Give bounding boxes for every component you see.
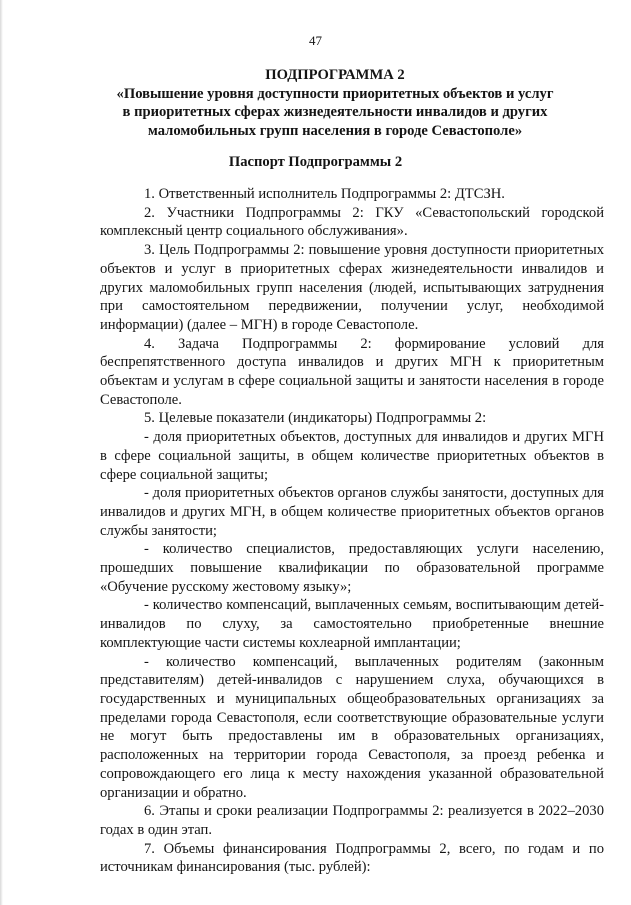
paragraph-participants: 2. Участники Подпрограммы 2: ГКУ «Севастопольский городской комплексный центр социального обслуживания». — [100, 204, 604, 240]
title-line-1: ПОДПРОГРАММА 2 — [265, 67, 405, 83]
list-item-indicator: - доля приоритетных объектов, доступных для инвалидов и других МГН в сфере социальной защиты, в общем количестве приоритетных объектов в сфере социальной защиты; — [100, 429, 604, 483]
title-line-4: маломобильных групп населения в городе Севастополе» — [147, 122, 523, 139]
paragraph-goal: 3. Цель Подпрограммы 2: повышение уровня доступности приоритетных объектов и услуг в приоритетных сферах жизнедеятельности инвалидов и других маломобильных групп населения (людей, испытывающих затруднения при самостоятельном передвижении, получении услуг, необходимой информации) (далее – МГН) в городе Севастополе. — [100, 242, 604, 333]
passport-heading: Паспорт Подпрограммы 2 — [228, 154, 403, 170]
list-item-indicator: - количество компенсаций, выплаченных родителям (законным представителям) детей-инвалидов с нарушением слуха, обучающихся в государственных и муниципальных общеобразовательных организациях за пределами города Севастополя, если соответствующие образовательные услуги не могут быть предоставлены им в образовательных организациях, расположенных на территории города Севастополя, за проезд ребенка и сопровождающего его лица к месту нахождения указанной образовательной организации и обратно. — [100, 653, 604, 801]
title-line-3: в приоритетных сферах жизнедеятельности инвалидов и других — [122, 104, 548, 120]
list-item-indicator: - количество специалистов, предоставляющих услуги населению, прошедших повышение квалификации по образовательной программе «Обучение русскому жестовому языку»; — [100, 541, 604, 595]
list-item-indicator: - количество компенсаций, выплаченных семьям, воспитывающим детей-инвалидов по слуху, за самостоятельно приобретенные внешние комплектующие части системы кохлеарной имплантации; — [100, 597, 604, 651]
page-number: 47 — [309, 33, 322, 48]
list-item-indicator: - доля приоритетных объектов органов службы занятости, доступных для инвалидов и других МГН, в общем количестве приоритетных объектов органов службы занятости; — [100, 485, 604, 539]
subprogram-title — [100, 66, 570, 140]
page-edge-shadow — [0, 0, 3, 905]
title-line-2: «Повышение уровня доступности приоритетных объектов и услуг — [116, 85, 554, 102]
paragraph-responsible-executor: 1. Ответственный исполнитель Подпрограммы 2: ДТСЗН. — [144, 186, 505, 202]
paragraph-funding: 7. Объемы финансирования Подпрограммы 2, всего, по годам и по источникам финансирования (тыс. рублей): — [100, 840, 604, 876]
paragraph-stages: 6. Этапы и сроки реализации Подпрограммы 2: реализуется в 2022–2030 годах в один этап. — [100, 803, 604, 838]
paragraph-task: 4. Задача Подпрограммы 2: формирование условий для беспрепятственного доступа инвалидов и других МГН к приоритетным объектам и услугам в сфере социальной защиты и занятости населения в городе Севастополе. — [100, 335, 604, 408]
document-body — [100, 185, 604, 877]
paragraph-indicators-heading: 5. Целевые показатели (индикаторы) Подпрограммы 2: — [144, 410, 487, 427]
